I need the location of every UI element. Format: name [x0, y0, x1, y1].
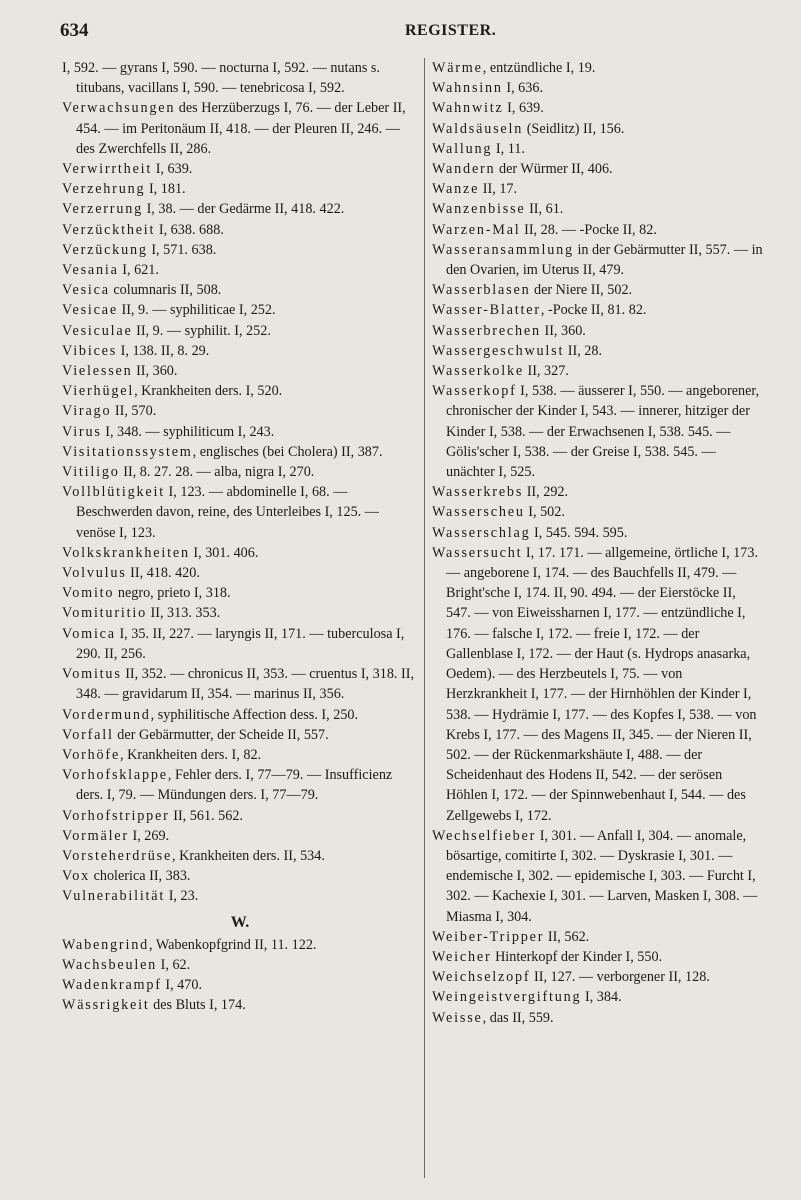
index-headword: Verzehrung	[62, 181, 146, 198]
index-entry	[432, 1008, 764, 1028]
index-entry	[432, 179, 764, 199]
index-references: II, 9. — syphilit. I, 252.	[132, 322, 271, 339]
index-entry	[62, 179, 418, 199]
index-headword: Weiber-Tripper	[432, 928, 545, 945]
index-headword: Wasserblasen	[432, 282, 531, 299]
index-headword: Vielessen	[62, 363, 133, 380]
index-headword: Wasser-Blatter	[432, 302, 541, 319]
index-references: negro, prieto I, 318.	[114, 585, 231, 602]
index-headword: Wasserschlag	[432, 524, 531, 541]
index-references: II, 17.	[479, 181, 518, 198]
index-references: I, 23.	[165, 888, 199, 905]
index-entry	[62, 563, 418, 583]
index-references: I, 621.	[118, 262, 159, 279]
index-entry	[432, 543, 764, 826]
index-entry	[62, 995, 418, 1015]
index-references: , englisches (bei Cholera) II, 387.	[192, 443, 383, 460]
index-headword: Wabengrind	[62, 936, 149, 953]
index-entry	[62, 866, 418, 886]
index-headword: Vomitus	[62, 666, 122, 683]
index-entry	[62, 725, 418, 745]
index-headword: Weichselzopf	[432, 969, 531, 986]
index-headword: Wasserkopf	[432, 383, 517, 400]
index-entry	[62, 975, 418, 995]
index-headword: Vollblütigkeit	[62, 484, 165, 501]
index-entry	[62, 955, 418, 975]
index-entry	[432, 300, 764, 320]
index-entry	[62, 583, 418, 603]
index-references: II, 570.	[111, 403, 157, 420]
index-references: I, 17. 171. — allgemeine, örtliche I, 173. — angeborene I, 174. — des Bauchfells II, 479. — Bright'sche I, 174. II, 90. 494. — der Eierstöcke II, 547. — von Eiweissharnen I, 177. — entzündliche I, 176. — falsche I, 172. — freie I, 172. — der Gallenblase I, 172. — der Haut (s. Hydrops anasarka, Oedem). — des Herzbeutels I, 75. — von Herzkrankheit I, 177. — der Hirnhöhlen der Kinder I, 538. — Hydrämie I, 177. — des Kopfes I, 538. — von Krebs I, 177. — des Magens II, 345. — der Nieren II, 502. — der Rückenmarkshäute I, 488. — der Scheidenhaut des Hodens II, 542. — der serösen Höhlen I, 172. — der Spinnwebenhaut I, 544. — des Zellgewebs I, 172.	[446, 544, 758, 824]
page-header	[60, 20, 760, 44]
index-entry	[432, 826, 764, 927]
index-entry	[432, 199, 764, 219]
index-entry	[62, 159, 418, 179]
index-references: II, 61.	[525, 201, 564, 218]
index-entry	[432, 381, 764, 482]
index-references: II, 418. 420.	[126, 565, 200, 582]
index-entry	[432, 947, 764, 967]
index-references: des Herzüberzugs I, 76. — der Leber II, 454. — im Peritonäum II, 418. — der Pleuren II, 246. — des Zwerchfells II, 286.	[76, 100, 406, 157]
index-references: , das II, 559.	[482, 1009, 554, 1026]
index-entry	[62, 361, 418, 381]
index-references: , syphilitische Affection dess. I, 250.	[150, 706, 359, 723]
index-entry	[432, 482, 764, 502]
index-references: in der Gebärmutter II, 557. — in den Ovarien, im Uterus II, 479.	[446, 241, 763, 279]
index-headword: Wandern	[432, 161, 496, 178]
index-headword: Visitationssystem	[62, 443, 193, 460]
index-headword: Wässrigkeit	[62, 997, 150, 1014]
index-headword: Weicher	[432, 948, 492, 965]
index-references: I, 470.	[161, 977, 203, 994]
index-entry	[62, 422, 418, 442]
index-references: II, 561. 562.	[169, 807, 243, 824]
index-headword: Vesiculae	[62, 322, 133, 339]
index-entry	[432, 967, 764, 987]
index-references: , -Pocke II, 81. 82.	[540, 302, 647, 319]
index-entry	[62, 58, 418, 98]
index-references: cholerica II, 383.	[90, 868, 191, 885]
index-references: I, 38. — der Gedärme II, 418. 422.	[143, 201, 345, 218]
index-references: I, 502.	[524, 504, 565, 521]
index-headword: Wadenkrampf	[62, 977, 162, 994]
index-entry	[432, 502, 764, 522]
index-headword: Waldsäuseln	[432, 120, 524, 137]
index-references: (Seidlitz) II, 156.	[523, 120, 625, 137]
index-headword: Wechselfieber	[432, 827, 537, 844]
index-headword: Vesania	[62, 262, 119, 279]
index-entry	[432, 321, 764, 341]
index-entry	[432, 987, 764, 1007]
index-headword: Wallung	[432, 140, 493, 157]
index-headword: Wahnsinn	[432, 80, 503, 97]
index-references: , Krankheiten ders. II, 534.	[172, 847, 325, 864]
index-headword: Vitiligo	[62, 464, 120, 481]
index-entry	[432, 78, 764, 98]
index-entry	[62, 462, 418, 482]
index-headword: Vomituritio	[62, 605, 147, 622]
index-references: I, 638. 688.	[155, 221, 224, 238]
index-entry	[62, 482, 418, 543]
index-references: II, 360.	[540, 322, 586, 339]
index-headword: Weisse	[432, 1009, 483, 1026]
index-entry	[432, 361, 764, 381]
index-references: II, 360.	[132, 363, 178, 380]
index-references: I, 592. — gyrans I, 590. — nocturna I, 592. — nutans s. titubans, vacillans I, 590. — tenebricosa I, 592.	[62, 60, 380, 97]
index-entry	[62, 381, 418, 401]
index-headword: Verwachsungen	[62, 100, 176, 117]
index-references: I, 571. 638.	[147, 241, 217, 258]
index-headword: Vesicae	[62, 302, 118, 319]
index-entry	[62, 300, 418, 320]
index-headword: Warzen-Mal	[432, 221, 521, 238]
index-entry	[432, 58, 764, 78]
index-entry	[432, 119, 764, 139]
index-headword: Vierhügel	[62, 383, 135, 400]
index-entry	[62, 220, 418, 240]
index-headword: Wanze	[432, 181, 480, 198]
index-headword: Weingeistvergiftung	[432, 989, 582, 1006]
index-entry	[432, 280, 764, 300]
index-entry	[62, 280, 418, 300]
index-entry	[62, 98, 418, 159]
index-headword: Wasserkrebs	[432, 484, 524, 501]
index-headword: Vorsteherdrüse	[62, 847, 173, 864]
index-entry	[432, 139, 764, 159]
index-references: I, 639.	[503, 100, 544, 117]
index-headword: Verzerrung	[62, 201, 144, 218]
index-entry	[62, 543, 418, 563]
index-references: columnaris II, 508.	[109, 282, 222, 299]
index-entry	[62, 341, 418, 361]
index-references: I, 35. II, 227. — laryngis II, 171. — tuberculosa I, 290. II, 256.	[76, 625, 405, 662]
column-divider	[424, 58, 425, 1178]
index-headword: Wassersucht	[432, 544, 523, 561]
index-entry	[62, 401, 418, 421]
index-references: I, 269.	[128, 827, 170, 844]
index-headword: Vorfall	[62, 726, 114, 743]
index-references: I, 348. — syphiliticum I, 243.	[101, 423, 275, 440]
index-headword: Wanzenbisse	[432, 201, 526, 218]
index-headword: Vomica	[62, 625, 116, 642]
index-references: , Wabenkopfgrind II, 11. 122.	[148, 936, 317, 953]
index-references: I, 123. — abdominelle I, 68. — Beschwerden davon, reine, des Unterleibes I, 125. — venöse I, 123.	[76, 484, 379, 541]
index-references: der Würmer II, 406.	[495, 161, 613, 178]
index-entry	[62, 886, 418, 906]
index-entry	[432, 159, 764, 179]
index-references: II, 313. 353.	[146, 605, 221, 622]
index-headword: Wahnwitz	[432, 100, 504, 117]
index-headword: Vox	[62, 868, 91, 885]
index-entry	[432, 927, 764, 947]
index-headword: Volkskrankheiten	[62, 544, 190, 561]
index-headword: Wasserscheu	[432, 504, 525, 521]
index-references: II, 327.	[523, 363, 569, 380]
index-headword: Vordermund	[62, 706, 151, 723]
index-references: , Fehler ders. I, 77—79. — Insufficienz ders. I, 79. — Mündungen ders. I, 77—79.	[76, 767, 393, 804]
index-references: , entzündliche I, 19.	[482, 60, 596, 76]
index-headword: Vorhofsklappe	[62, 767, 168, 784]
index-headword: Verzücktheit	[62, 221, 156, 238]
index-entry	[62, 705, 418, 725]
index-headword: Vesica	[62, 282, 110, 299]
index-references: des Bluts I, 174.	[149, 997, 246, 1014]
index-headword: Vormäler	[62, 827, 129, 844]
running-title: REGISTER.	[405, 22, 497, 39]
index-headword: Vulnerabilität	[62, 888, 166, 905]
index-headword: Wasserbrechen	[432, 322, 541, 339]
index-column-right	[432, 58, 764, 1028]
index-references: II, 8. 27. 28. — alba, nigra I, 270.	[119, 464, 315, 481]
index-column-left	[62, 58, 418, 1016]
index-headword: Wasseransammlung	[432, 241, 574, 258]
index-references: I, 181.	[145, 181, 186, 198]
index-entry	[62, 826, 418, 846]
index-references: I, 545. 594. 595.	[530, 524, 628, 541]
index-headword: Vorhöfe	[62, 746, 121, 763]
index-references: II, 28. — -Pocke II, 82.	[520, 221, 657, 238]
index-references: I, 62.	[157, 956, 191, 973]
index-references: Hinterkopf der Kinder I, 550.	[491, 948, 663, 965]
index-entry	[432, 341, 764, 361]
index-headword: Virago	[62, 403, 112, 420]
index-references: I, 11.	[492, 140, 525, 157]
index-references: II, 352. — chronicus II, 353. — cruentus I, 318. II, 348. — gravidarum II, 354. — marinus II, 356.	[76, 666, 415, 703]
index-references: der Gebärmutter, der Scheide II, 557.	[113, 726, 329, 743]
index-references: I, 301. 406.	[189, 544, 259, 561]
index-headword: Vibices	[62, 342, 118, 359]
index-references: , Krankheiten ders. I, 82.	[120, 746, 262, 763]
index-entry	[62, 442, 418, 462]
index-references: II, 292.	[523, 484, 569, 501]
index-headword: Volvulus	[62, 565, 127, 582]
index-entry	[432, 240, 764, 280]
index-headword: Wachsbeulen	[62, 956, 158, 973]
index-references: I, 538. — äusserer I, 550. — angeborener, chronischer der Kinder I, 543. — innerer, hitziger der Kinder I, 538. — der Erwachsenen I, 538. 545. — Gölis'scher I, 538. — der Greise I, 538. 545. — unächter I, 525.	[446, 383, 760, 481]
index-entry	[62, 664, 418, 704]
index-entry	[62, 199, 418, 219]
page-number: 634	[60, 20, 89, 41]
index-entry	[62, 260, 418, 280]
index-headword: Verzückung	[62, 241, 148, 258]
index-entry	[62, 935, 418, 955]
index-headword: Vomito	[62, 585, 115, 602]
index-headword: Virus	[62, 423, 102, 440]
index-entry	[62, 624, 418, 664]
index-references: II, 9. — syphiliticae I, 252.	[117, 302, 276, 319]
index-headword: Wassergeschwulst	[432, 342, 565, 359]
index-references: II, 562.	[544, 928, 590, 945]
index-entry	[432, 98, 764, 118]
index-references: I, 301. — Anfall I, 304. — anomale, bösartige, comitirte I, 302. — Dyskrasie I, 301. — endemische I, 302. — epidemische I, 303. — Furcht I, 302. — Kachexie I, 301. — Larven, Masken I, 308. — Miasma I, 304.	[446, 827, 758, 925]
index-headword: Vorhofstripper	[62, 807, 170, 824]
section-letter-heading: W.	[230, 913, 250, 931]
index-references: II, 127. — verborgener II, 128.	[530, 969, 710, 986]
index-references: I, 639.	[152, 161, 193, 178]
index-entry	[62, 765, 418, 805]
index-headword: Wasserkolke	[432, 363, 524, 380]
index-references: der Niere II, 502.	[530, 282, 633, 299]
index-entry	[432, 220, 764, 240]
index-entry	[62, 806, 418, 826]
index-headword: Verwirrtheit	[62, 161, 153, 178]
index-references: , Krankheiten ders. I, 520.	[134, 383, 283, 400]
index-references: I, 138. II, 8. 29.	[117, 342, 210, 359]
index-entry	[62, 846, 418, 866]
index-references: I, 636.	[502, 80, 543, 97]
index-headword: Wärme	[432, 60, 483, 76]
index-references: II, 28.	[564, 342, 603, 359]
index-entry	[62, 240, 418, 260]
index-entry	[62, 321, 418, 341]
index-entry	[62, 745, 418, 765]
index-entry	[62, 603, 418, 623]
index-entry	[432, 523, 764, 543]
index-references: I, 384.	[581, 989, 622, 1006]
